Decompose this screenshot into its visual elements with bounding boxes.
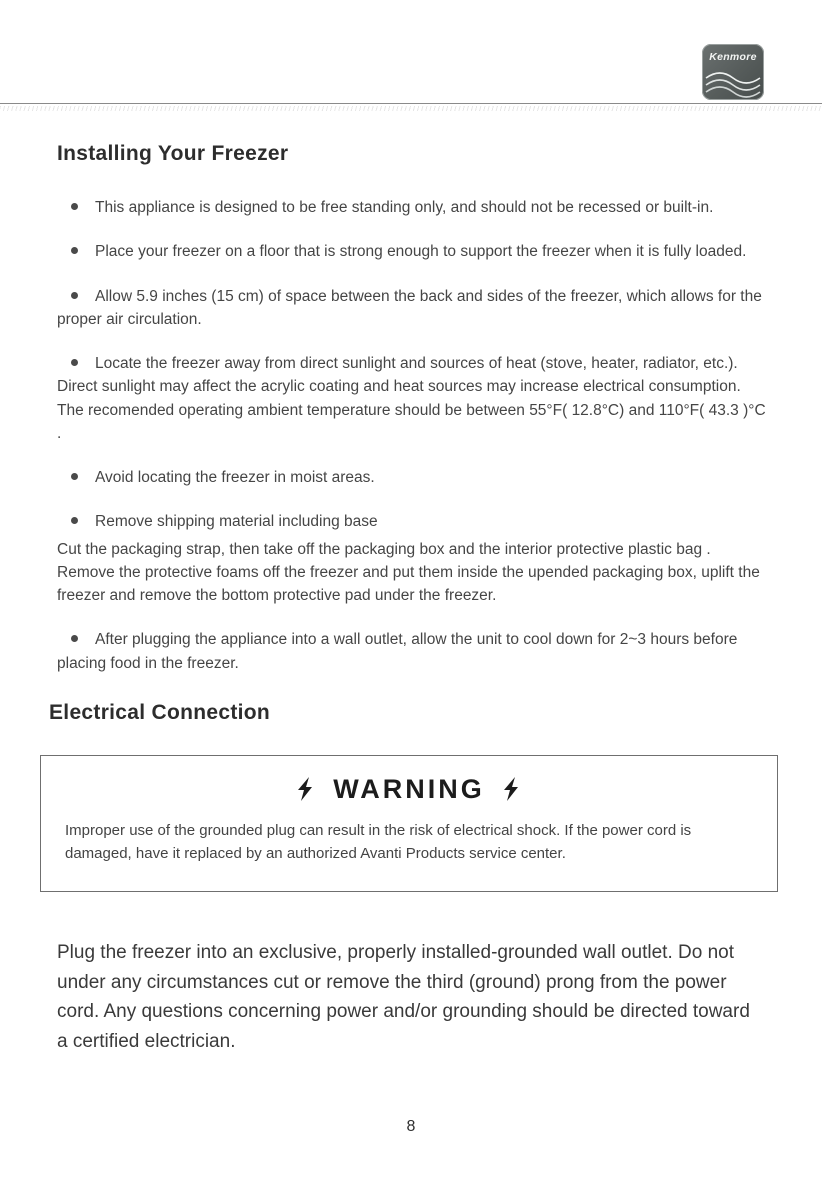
bullet-item	[57, 628, 767, 675]
bullet-dot-icon	[71, 517, 78, 524]
lightning-bolt-icon	[295, 776, 317, 802]
bullet-text: This appliance is designed to be free standing only, and should not be recessed or built-in.	[95, 199, 714, 216]
installing-section-title: Installing Your Freezer	[57, 142, 289, 165]
bullet-dot-icon	[71, 359, 78, 366]
bullet-item	[57, 196, 767, 219]
logo-waves-icon	[702, 62, 764, 98]
bullet-dot-icon	[71, 635, 78, 642]
bullet-text: Remove shipping material including base	[95, 513, 378, 531]
warning-box	[40, 755, 778, 893]
warning-body: Improper use of the grounded plug can result in the risk of electrical shock. If the power cord is damaged, have it replaced by an authorized Avanti Products service center.	[65, 821, 692, 862]
bullet-text: Allow 5.9 inches (15 cm) of space between the back and sides of the freezer, which allows for the proper air circulation.	[57, 287, 762, 328]
bullet-continuation-text: Cut the packaging strap, then take off the packaging box and the interior protective plastic bag . Remove the protective foams off the freezer and put them inside the upended packaging box, uplift the freezer and remove the bottom protective pad under the freezer.	[57, 540, 760, 604]
kenmore-logo-box	[702, 44, 764, 100]
bullet-dot-icon	[71, 473, 78, 480]
top-divider-texture	[0, 106, 822, 111]
bullet-dot-icon	[71, 203, 78, 210]
warning-title: WARNING	[333, 773, 485, 804]
warning-title-row	[61, 774, 757, 805]
bullet-text: Locate the freezer away from direct sunlight and sources of heat (stove, heater, radiator, etc.). Direct sunlight may affect the acrylic coating and heat sources may increase electrical consumption. The recomended operating ambient temperature should be between 55°F( 12.8°C) and 110°F( 43.3 )°C .	[57, 355, 766, 442]
bullet-text: Place your freezer on a floor that is strong enough to support the freezer when it is fully loaded.	[95, 243, 747, 261]
bullet-item	[57, 285, 767, 332]
page-number: 8	[406, 1118, 416, 1135]
grounding-paragraph: Plug the freezer into an exclusive, properly installed-grounded wall outlet. Do not under any circumstances cut or remove the third (ground) prong from the power cord. Any questions concerning power and/or grounding should be directed toward a certified electrician.	[57, 942, 750, 1052]
bullet-text: After plugging the appliance into a wall outlet, allow the unit to cool down for 2~3 hours before placing food in the freezer.	[57, 631, 738, 672]
page-content	[49, 128, 767, 1056]
bullet-item	[57, 352, 767, 445]
bullet-text: Avoid locating the freezer in moist areas.	[95, 469, 375, 486]
lightning-bolt-icon	[501, 776, 523, 802]
bullet-item	[57, 510, 767, 533]
bullet-item	[57, 466, 767, 489]
bullet-dot-icon	[71, 292, 78, 299]
kenmore-logo	[702, 44, 764, 100]
bullet-dot-icon	[71, 247, 78, 254]
kenmore-logo-text: Kenmore	[709, 51, 757, 63]
electrical-section-title: Electrical Connection	[49, 700, 271, 724]
bullet-item	[57, 240, 767, 263]
top-divider	[0, 103, 822, 104]
